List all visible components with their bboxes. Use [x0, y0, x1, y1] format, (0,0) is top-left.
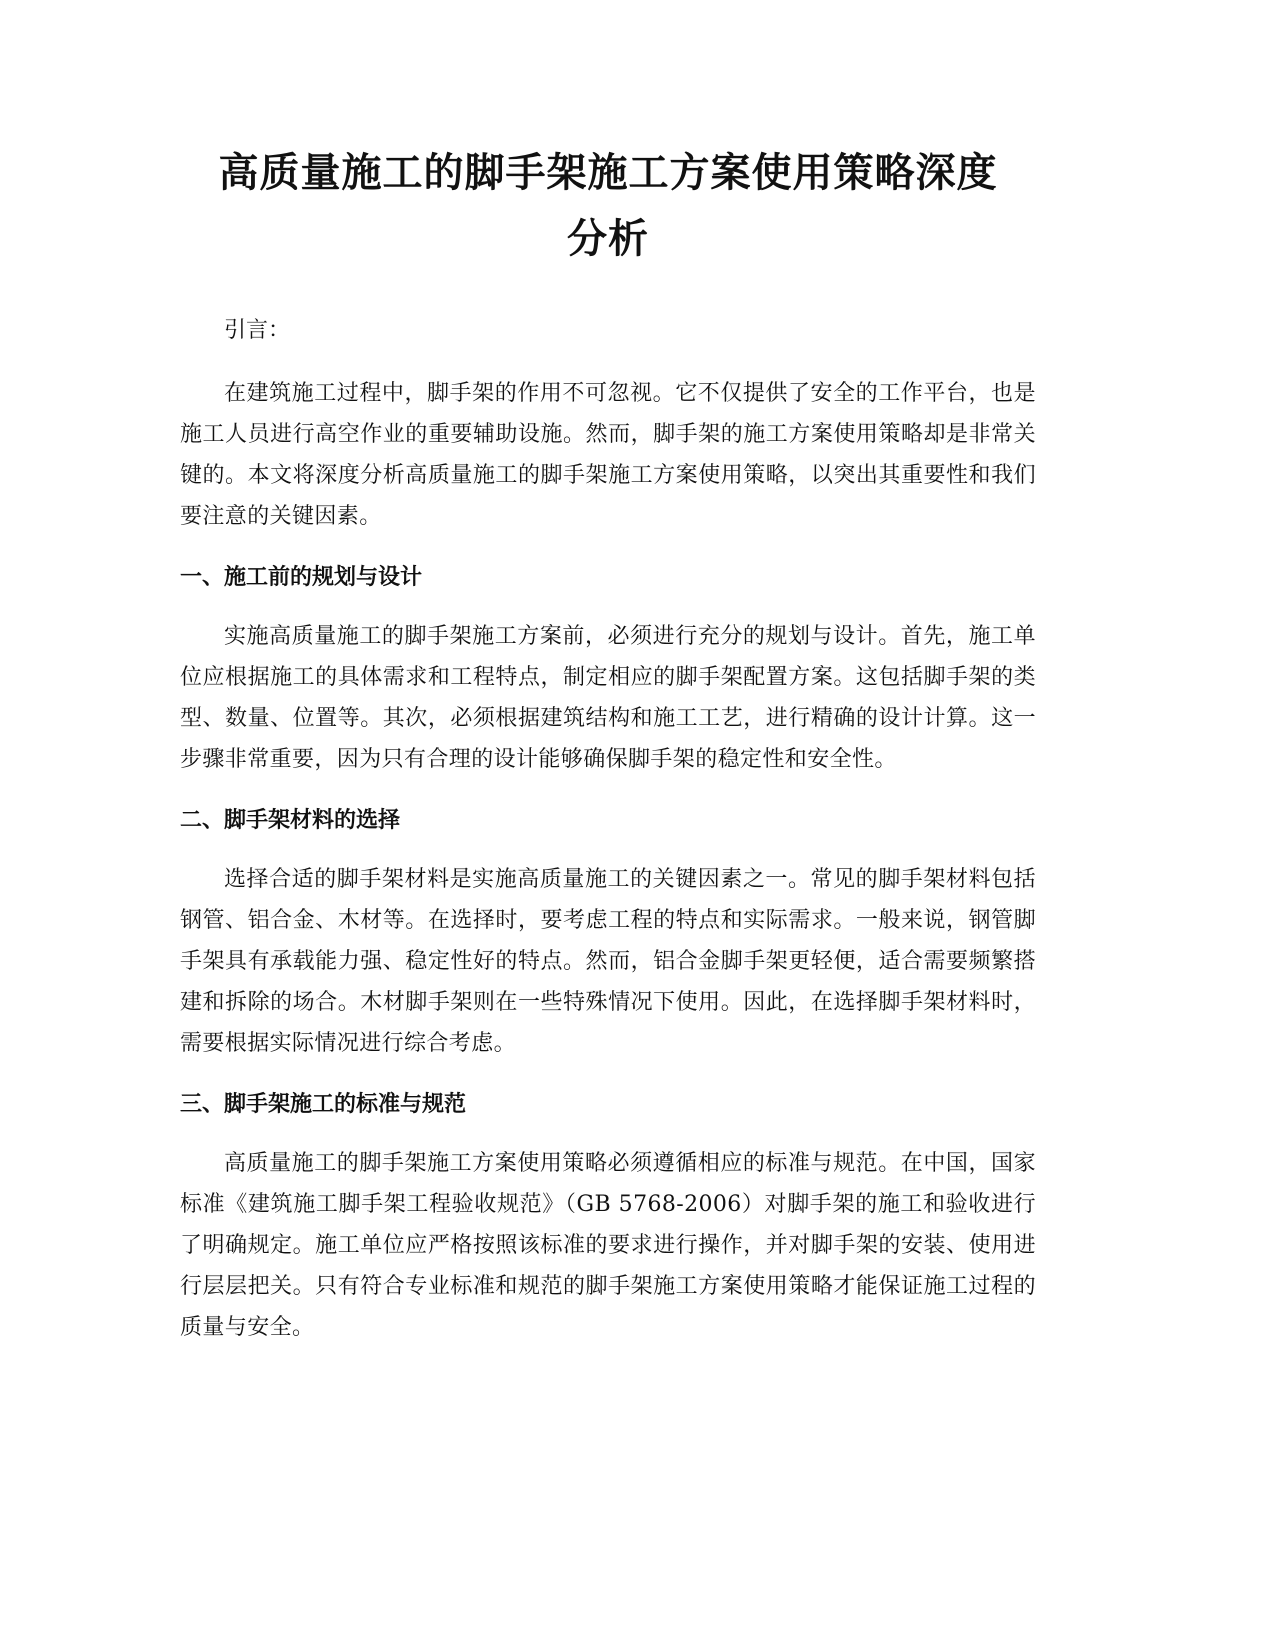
- section-heading-standards: 三、脚手架施工的标准与规范: [180, 1092, 467, 1117]
- intro-paragraph: 在建筑施工过程中，脚手架的作用不可忽视。它不仅提供了安全的工作平台，也是施工人员进行高空作业的重要辅助设施。然而，脚手架的施工方案使用策略却是非常关键的。本文将深度分析高质量施工的脚手架施工方案使用策略，以突出其重要性和我们要注意的关键因素。: [180, 381, 1036, 529]
- document-title-line-1: 高质量施工的脚手架施工方案使用策略深度: [218, 150, 998, 196]
- document-title-line-2: 分析: [567, 216, 649, 262]
- section-heading-materials: 二、脚手架材料的选择: [180, 808, 401, 833]
- document-title: [180, 140, 1036, 272]
- section-body-materials: 选择合适的脚手架材料是实施高质量施工的关键因素之一。常见的脚手架材料包括钢管、铝合金、木材等。在选择时，要考虑工程的特点和实际需求。一般来说，钢管脚手架具有承载能力强、稳定性好的特点。然而，铝合金脚手架更轻便，适合需要频繁搭建和拆除的场合。木材脚手架则在一些特殊情况下使用。因此，在选择脚手架材料时，需要根据实际情况进行综合考虑。: [180, 867, 1036, 1056]
- document-page: [180, 140, 1036, 1348]
- intro-label: 引言：: [224, 318, 291, 343]
- section-heading-planning: 一、施工前的规划与设计: [180, 565, 423, 590]
- section-body-planning: 实施高质量施工的脚手架施工方案前，必须进行充分的规划与设计。首先，施工单位应根据施工的具体需求和工程特点，制定相应的脚手架配置方案。这包括脚手架的类型、数量、位置等。其次，必须根据建筑结构和施工工艺，进行精确的设计计算。这一步骤非常重要，因为只有合理的设计能够确保脚手架的稳定性和安全性。: [180, 624, 1036, 772]
- section-body-standards: 高质量施工的脚手架施工方案使用策略必须遵循相应的标准与规范。在中国，国家标准《建筑施工脚手架工程验收规范》（GB 5768-2006）对脚手架的施工和验收进行了明确规定。施工单位应严格按照该标准的要求进行操作，并对脚手架的安装、使用进行层层把关。只有符合专业标准和规范的脚手架施工方案使用策略才能保证施工过程的质量与安全。: [180, 1151, 1036, 1340]
